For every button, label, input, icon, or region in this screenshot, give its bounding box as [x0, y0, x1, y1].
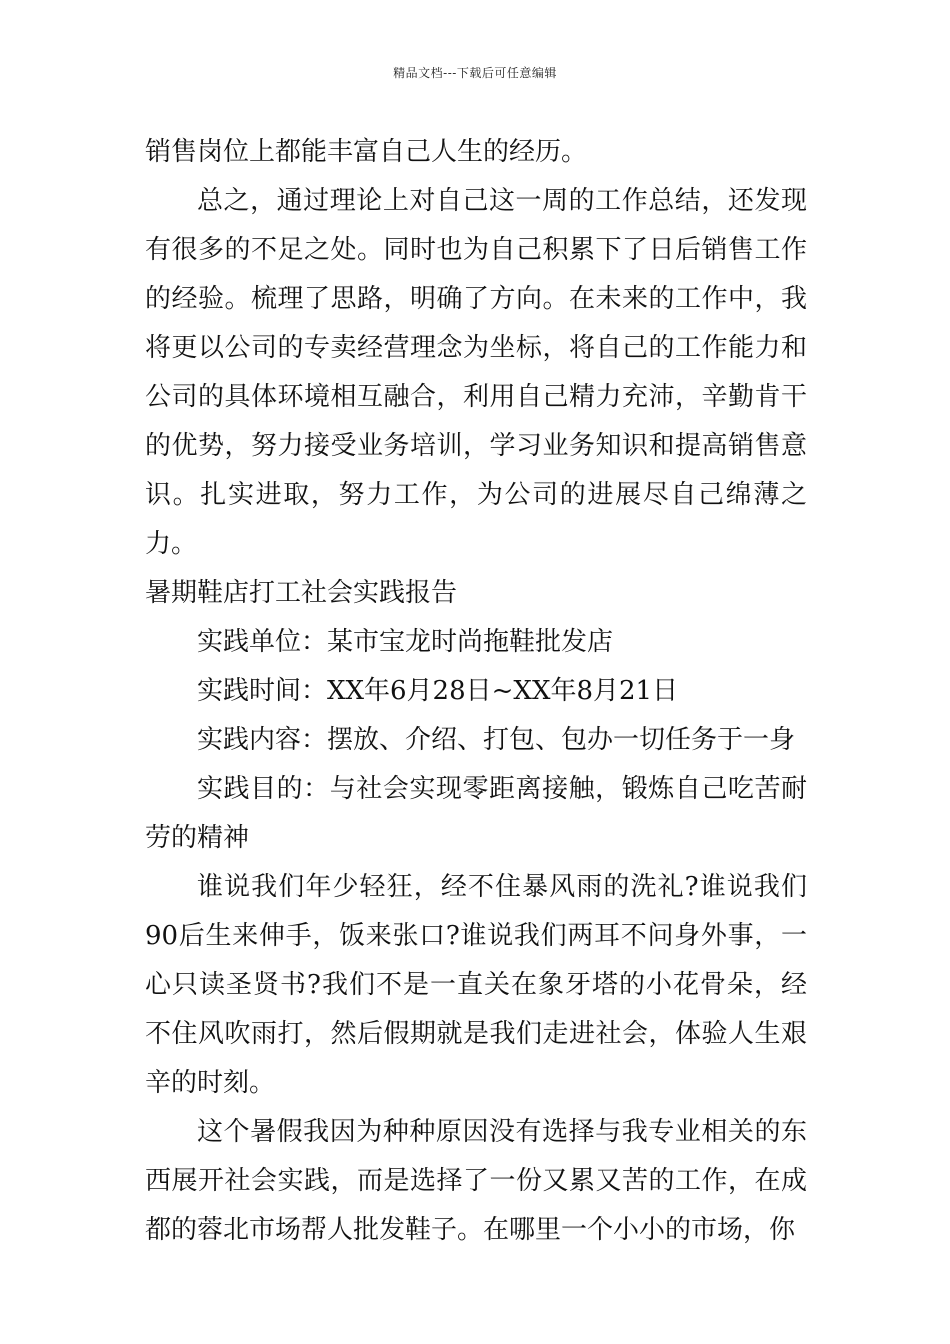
- practice-time: 实践时间：XX年6月28日~XX年8月21日: [197, 676, 679, 706]
- page-header: 精品文档---下载后可任意编辑: [393, 66, 557, 80]
- practice-content: 实践内容：摆放、介绍、打包、包办一切任务于一身: [197, 725, 796, 755]
- paragraph-summer-job: 这个暑假我因为种种原因没有选择与我专业相关的东西展开社会实践，而是选择了一份又累又苦的工作，在成都的蓉北市场帮人批发鞋子。在哪里一个小小的市场，你: [145, 1117, 807, 1245]
- practice-purpose: 实践目的：与社会实现零距离接触，锻炼自己吃苦耐劳的精神: [145, 774, 807, 853]
- practice-unit: 实践单位：某市宝龙时尚拖鞋批发店: [197, 627, 614, 657]
- paragraph-youth: 谁说我们年少轻狂，经不住暴风雨的洗礼?谁说我们90后生来伸手，饭来张口?谁说我们两耳不问身外事，一心只读圣贤书?我们不是一直关在象牙塔的小花骨朵，经不住风吹雨打，然后假期就是我们走进社会，体验人生艰辛的时刻。: [145, 872, 807, 1098]
- paragraph-summary: 总之，通过理论上对自己这一周的工作总结，还发现有很多的不足之处。同时也为自己积累下了日后销售工作的经验。梳理了思路，明确了方向。在未来的工作中，我将更以公司的专卖经营理念为坐标，将自己的工作能力和公司的具体环境相互融合，利用自己精力充沛，辛勤肯干的优势，努力接受业务培训，学习业务知识和提高销售意识。扎实进取，努力工作，为公司的进展尽自己绵薄之力。: [145, 186, 807, 559]
- document-body: [145, 128, 807, 1255]
- paragraph-career-experience: 销售岗位上都能丰富自己人生的经历。: [145, 137, 588, 167]
- section-title: 暑期鞋店打工社会实践报告: [145, 578, 458, 608]
